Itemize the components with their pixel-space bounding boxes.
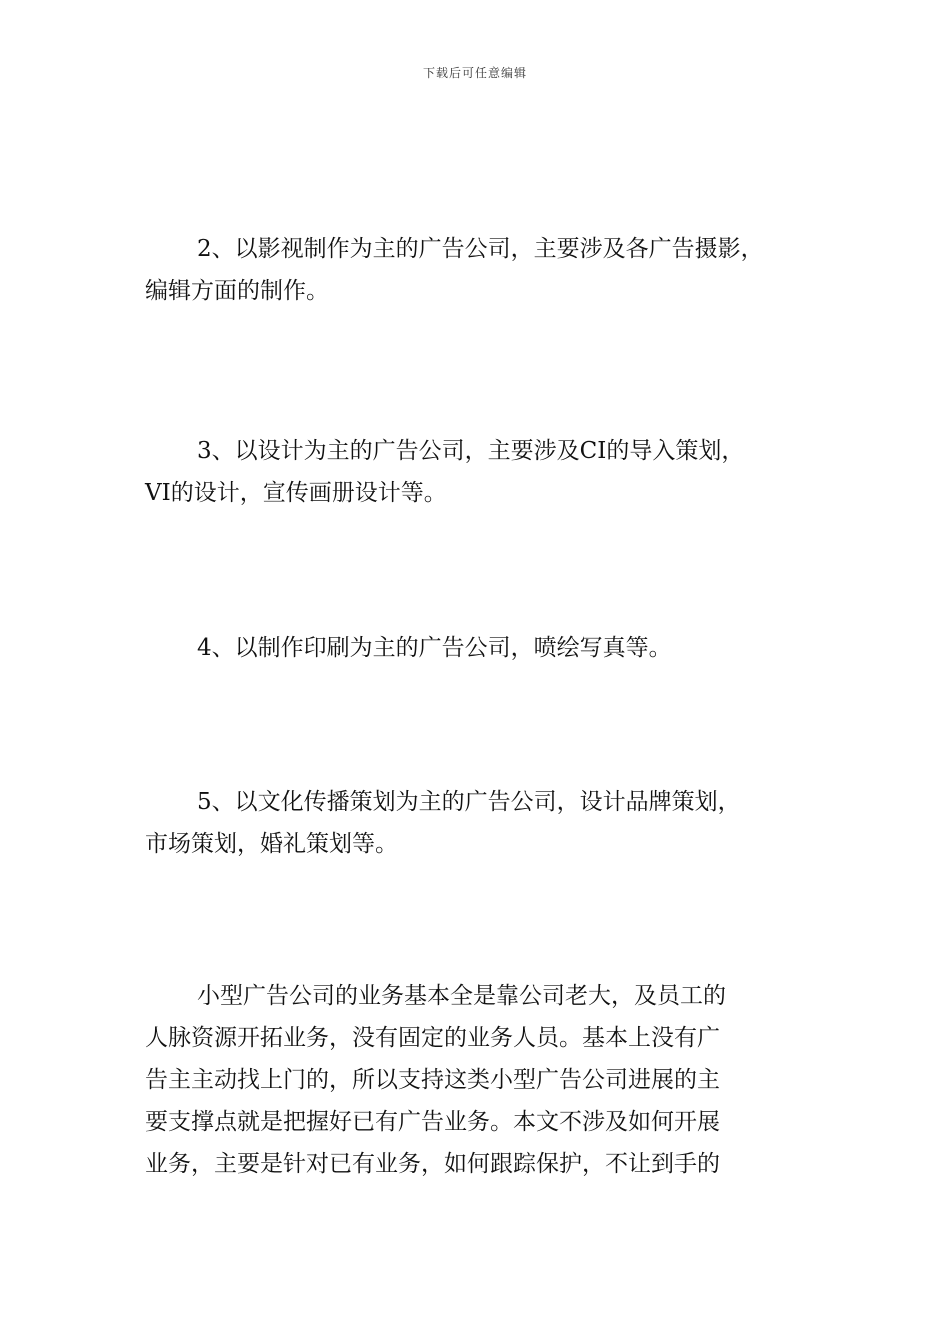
paragraph-culture-planning: [145, 781, 810, 865]
paragraph-printing: [145, 627, 810, 669]
paragraph-line: 4、以制作印刷为主的广告公司，喷绘写真等。: [197, 635, 672, 661]
paragraph-video-production: [145, 228, 810, 312]
paragraph-line: 市场策划，婚礼策划等。: [145, 831, 398, 857]
paragraph-small-agency: [145, 975, 810, 1185]
paragraph-line: 5、以文化传播策划为主的广告公司，设计品牌策划，: [197, 789, 741, 815]
paragraph-line: 小型广告公司的业务基本全是靠公司老大，及员工的: [197, 983, 726, 1009]
paragraph-line: 告主主动找上门的，所以支持这类小型广告公司进展的主: [145, 1067, 720, 1093]
paragraph-line: 2、以影视制作为主的广告公司，主要涉及各广告摄影，: [197, 236, 764, 262]
paragraph-line: 3、以设计为主的广告公司，主要涉及CI的导入策划，: [197, 438, 745, 464]
paragraph-line: 人脉资源开拓业务，没有固定的业务人员。基本上没有广: [145, 1025, 720, 1051]
paragraph-line: 要支撑点就是把握好已有广告业务。本文不涉及如何开展: [145, 1109, 720, 1135]
paragraph-design: [145, 430, 810, 514]
paragraph-line: 业务，主要是针对已有业务，如何跟踪保护，不让到手的: [145, 1151, 720, 1177]
paragraph-line: VI的设计，宣传画册设计等。: [145, 480, 447, 506]
paragraph-line: 编辑方面的制作。: [145, 278, 329, 304]
page-header: 下载后可任意编辑: [422, 66, 527, 80]
